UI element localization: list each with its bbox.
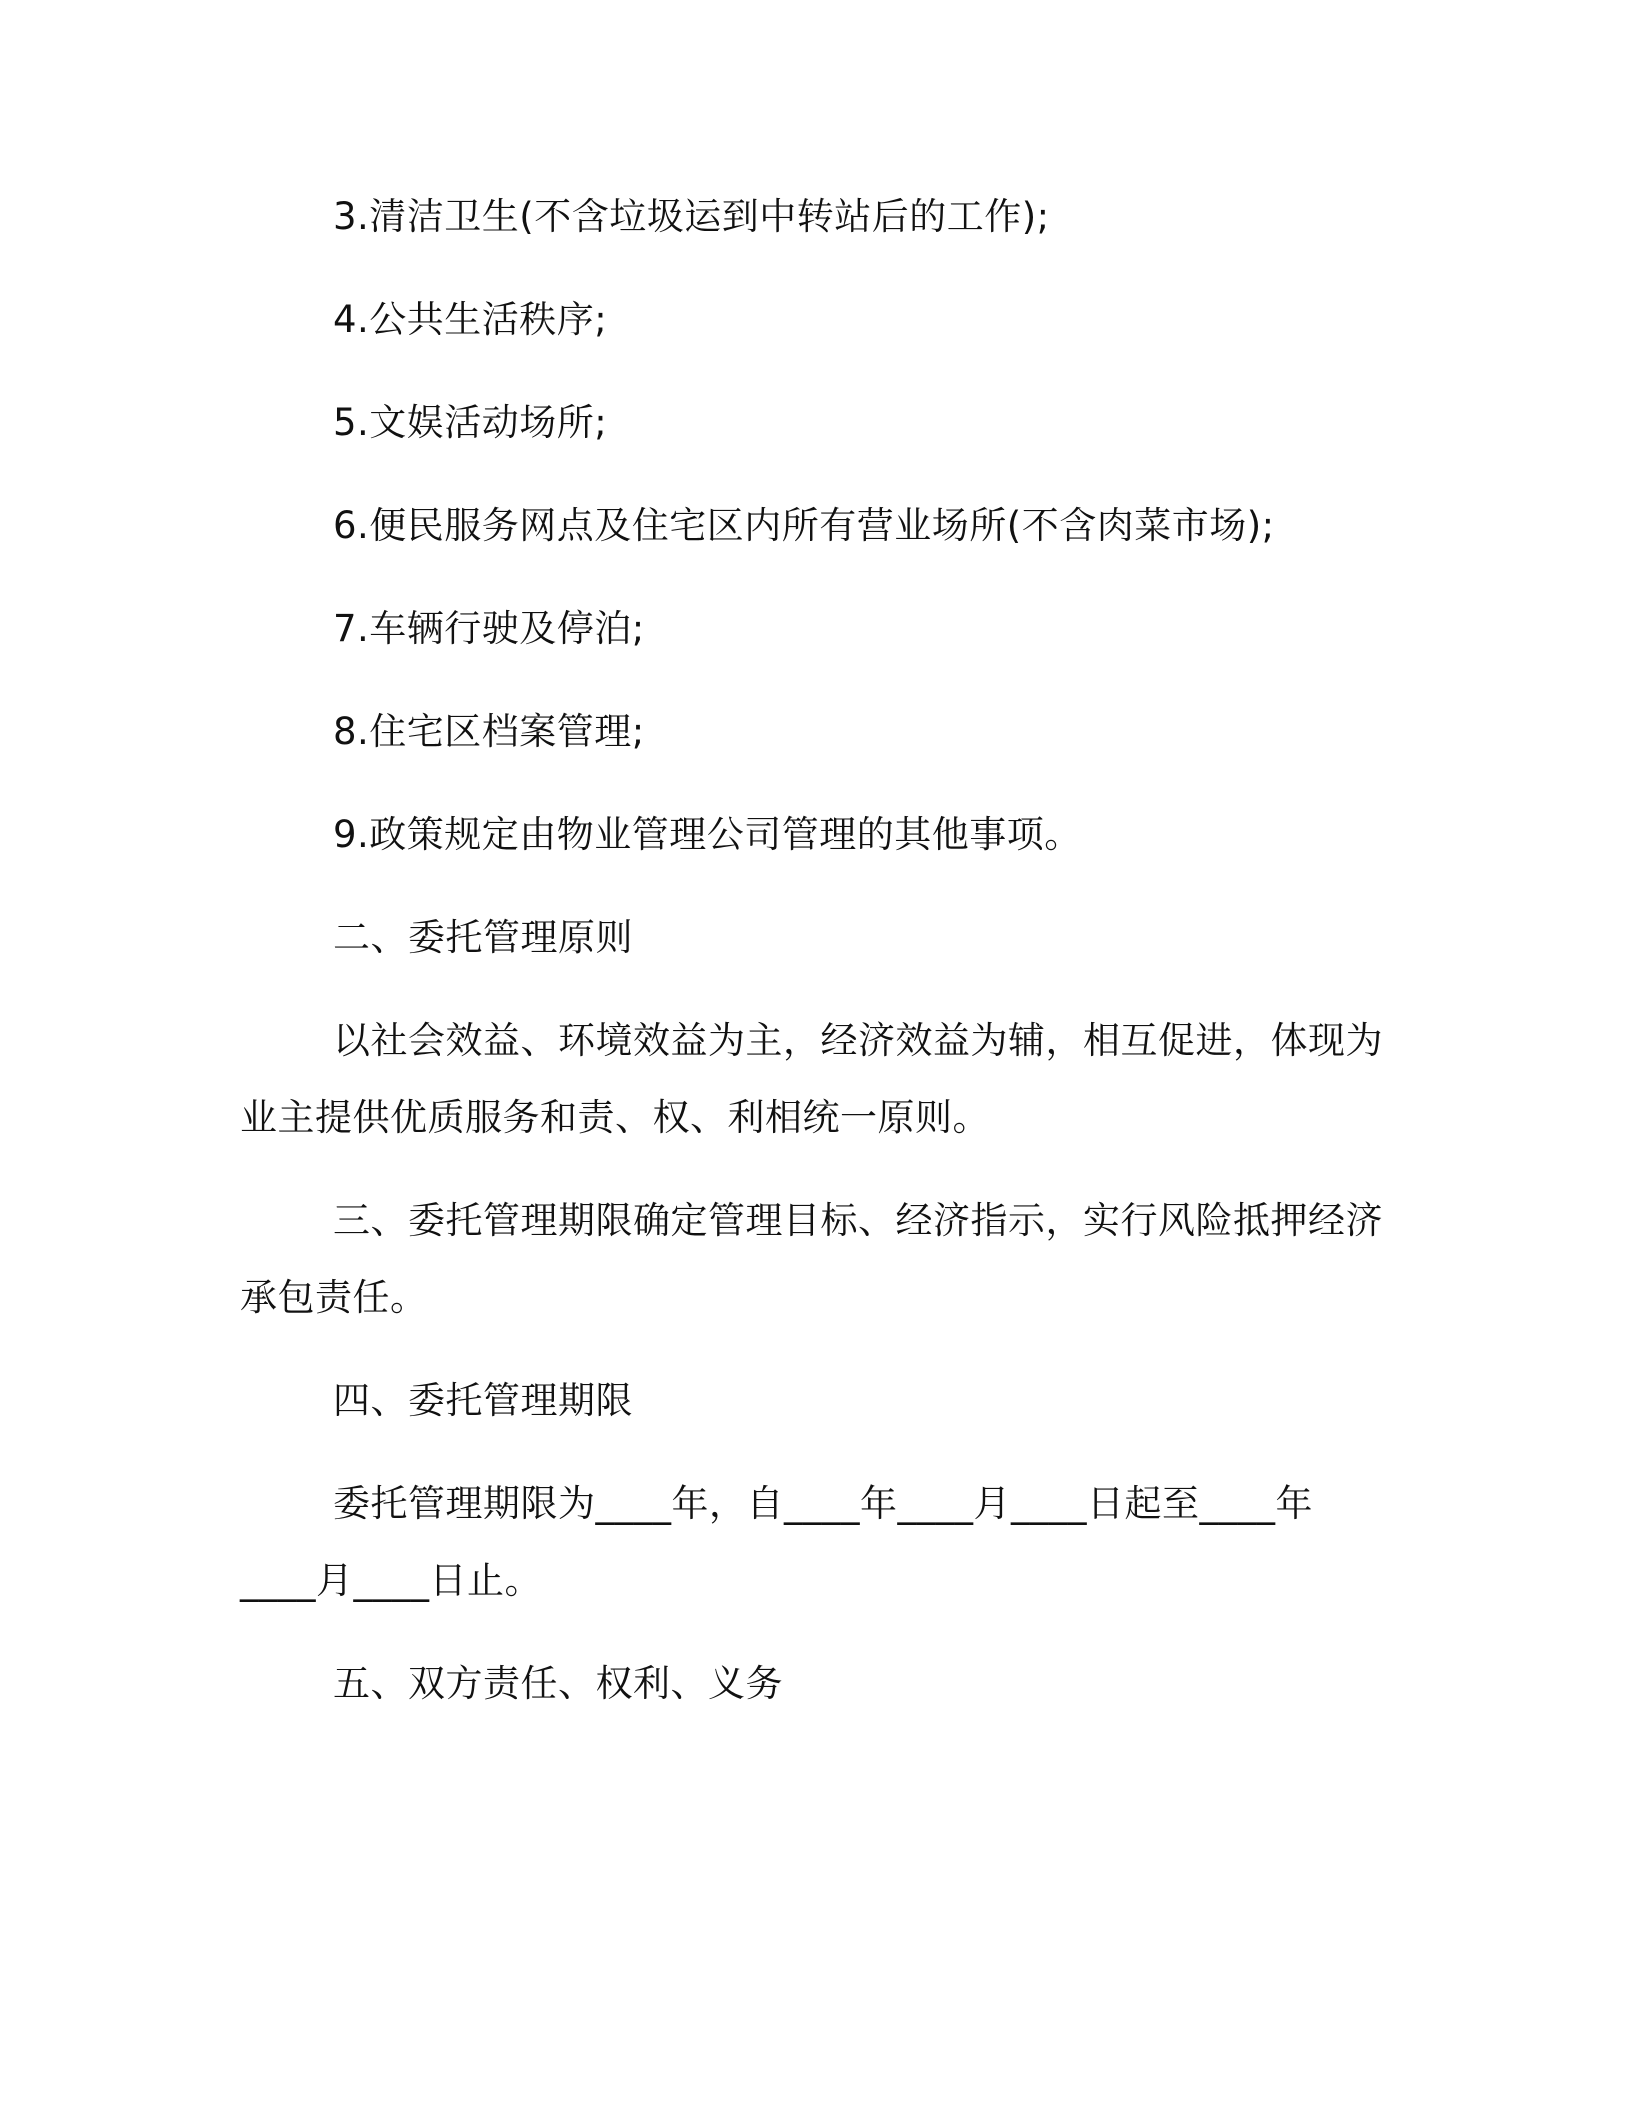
principle-paragraph-line-2: 业主提供优质服务和责、权、利相统一原则。 [240,1096,990,1139]
term-paragraph-line-1: 委托管理期限为____年，自____年____月____日起至____年 [333,1482,1313,1525]
item-9-other-matters: 9.政策规定由物业管理公司管理的其他事项。 [333,813,1082,856]
section-heading-3-line-1: 三、委托管理期限确定管理目标、经济指示，实行风险抵押经济 [333,1199,1383,1242]
item-6-service-outlets: 6.便民服务网点及住宅区内所有营业场所(不含肉菜市场); [333,504,1275,547]
item-5-recreation-venues: 5.文娱活动场所; [333,401,608,444]
item-7-vehicles: 7.车辆行驶及停泊; [333,607,645,650]
section-heading-2: 二、委托管理原则 [333,916,633,959]
principle-paragraph-line-1: 以社会效益、环境效益为主，经济效益为辅，相互促进，体现为 [333,1019,1383,1062]
section-heading-4: 四、委托管理期限 [333,1379,633,1422]
term-paragraph-line-2: ____月____日止。 [240,1559,542,1602]
section-heading-5: 五、双方责任、权利、义务 [333,1662,783,1705]
section-heading-3-line-2: 承包责任。 [240,1276,428,1319]
item-3-cleaning: 3.清洁卫生(不含垃圾运到中转站后的工作); [333,195,1050,238]
item-8-archives: 8.住宅区档案管理; [333,710,645,753]
item-4-public-order: 4.公共生活秩序; [333,298,608,341]
